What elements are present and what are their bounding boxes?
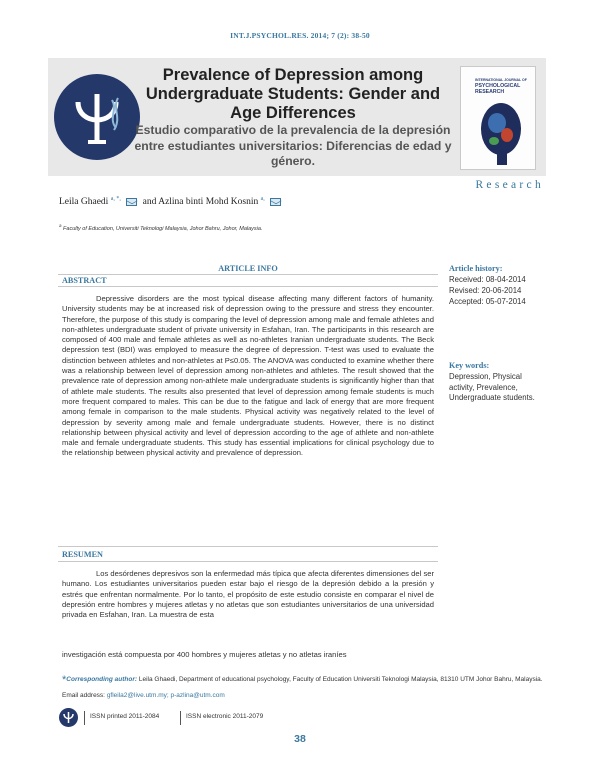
received-date: Received: 08-04-2014 <box>449 275 526 284</box>
divider <box>84 711 85 725</box>
author-connector: and <box>142 197 157 208</box>
psi-logo-icon <box>59 708 78 727</box>
abstract-heading: ABSTRACT <box>62 276 107 285</box>
resumen-heading: RESUMEN <box>62 550 103 559</box>
issn-electronic: ISSN electronic 2011-2079 <box>186 713 264 720</box>
accepted-date: Accepted: 05-07-2014 <box>449 297 526 306</box>
cover-title: INTERNATIONAL JOURNAL OF PSYCHOLOGICAL RESEARCH <box>475 78 527 95</box>
author-line <box>59 196 284 207</box>
divider <box>58 546 438 547</box>
author-affiliation-marker: a, *, <box>110 196 121 202</box>
divider <box>180 711 181 725</box>
resumen-continued: investigación está compuesta por 400 hombres y mujeres atletas y no atletas iraníes <box>62 650 347 659</box>
issn-print: ISSN printed 2011-2084 <box>90 713 160 720</box>
asterisk-icon: * <box>62 674 67 686</box>
email-icon[interactable] <box>126 198 137 206</box>
affiliation: $^a$ Faculty of Education, Universiti Teknologi Malaysia, Johor Bahru, Johor, Malaysia. <box>59 223 263 232</box>
corresponding-author-label: Corresponding author: <box>66 676 138 683</box>
article-title-spanish: Estudio comparativo de la prevalencia de la depresión entre estudiantes universitarios: Diferencias de edad y género. <box>134 123 452 168</box>
journal-cover-thumbnail <box>460 66 536 170</box>
resumen-body: Los desórdenes depresivos son la enfermedad más típica que afecta diferentes dimensiones del ser humano. Los estudiantes universitarios pueden estar bajo el riesgo de la depresión debido a la presión y estrés que enfrentan normalmente. Por lo tanto, el propósito de este estudio consiste en comparar el nivel de depresión entre hombres y mujeres atletas y no atletas que son estudiantes universitarios de una universidad privada en Esfahan, Iran. La muestra de esta <box>62 569 434 620</box>
divider <box>58 274 438 275</box>
divider <box>58 561 438 562</box>
article-title-english: Prevalence of Depression among Undergraduate Students: Gender and Age Differences <box>145 66 441 122</box>
article-info-heading: ARTICLE INFO <box>218 264 278 273</box>
footer-logo <box>59 708 78 727</box>
journal-reference: INT.J.PSYCHOL.RES. 2014; 7 (2): 38-50 <box>230 31 370 40</box>
article-history-heading: Article history: <box>449 264 503 273</box>
email-icon[interactable] <box>270 198 281 206</box>
revised-date: Revised: 20-06-2014 <box>449 286 522 295</box>
corresponding-author-details: Leila Ghaedi, Department of educational psychology, Faculty of Education Universiti Teknologi Malaysia, 81310 UTM Johor Bahru, Malaysia. Email address: <box>62 676 543 699</box>
corresponding-emails[interactable]: gfleila2@live.utm.my; p-azlina@utm.com <box>106 692 225 699</box>
abstract-body: Depressive disorders are the most typical disease affecting many different factors of humanity. University students may be at increased risk of depression owing to the pressure and stress they encounter. Therefore, the purpose of this study is comparing the level of depression among male and female athletes and non-athletes undergraduate student of private university in Esfahan, Iran. The participants in this research are composed of 400 male and female athletes as well as no-athletes Iranian undergraduate students. The Beck depression test (BDI) was employed to measure the degree of depression. T-test was used to evaluate the distinction between athletes and non-athletes at P≤0.05. The ANOVA was conducted to examine whether there was a relationship between level of depression among non-athletes and athletes. The result showed that the prevalence rate of depression among non-athlete male undergraduate students is significantly higher than that of athlete male students. The results also presented that level of depression among female students is much more frequent compared to males. This can be due to the fatigue and lack of energy that are more frequent among female in comparison to the male students. Physical activity was negatively related to the level of depression by severity among male and female undergraduate students. However, there is no distinct relationship between physical activity and level of depression according to the age of athlete and non-athlete male and female undergraduate students. This study has essential implications for clinical psychology due to the relationship between physical activity and prevalence of depression. <box>62 294 434 458</box>
keywords-heading: Key words: <box>449 361 490 370</box>
author-affiliation-marker: a, <box>260 196 265 202</box>
author-name: Leila Ghaedi <box>59 197 109 208</box>
keywords-list: Depression, Physical activity, Prevalence, Undergraduate students. <box>449 372 535 402</box>
page-number: 38 <box>294 733 306 745</box>
divider <box>58 286 438 287</box>
corresponding-author-note <box>62 672 548 703</box>
article-type-label: Research <box>475 179 544 191</box>
cover-head-illustration-icon <box>461 67 536 170</box>
author-name: Azlina binti Mohd Kosnin <box>158 197 259 208</box>
